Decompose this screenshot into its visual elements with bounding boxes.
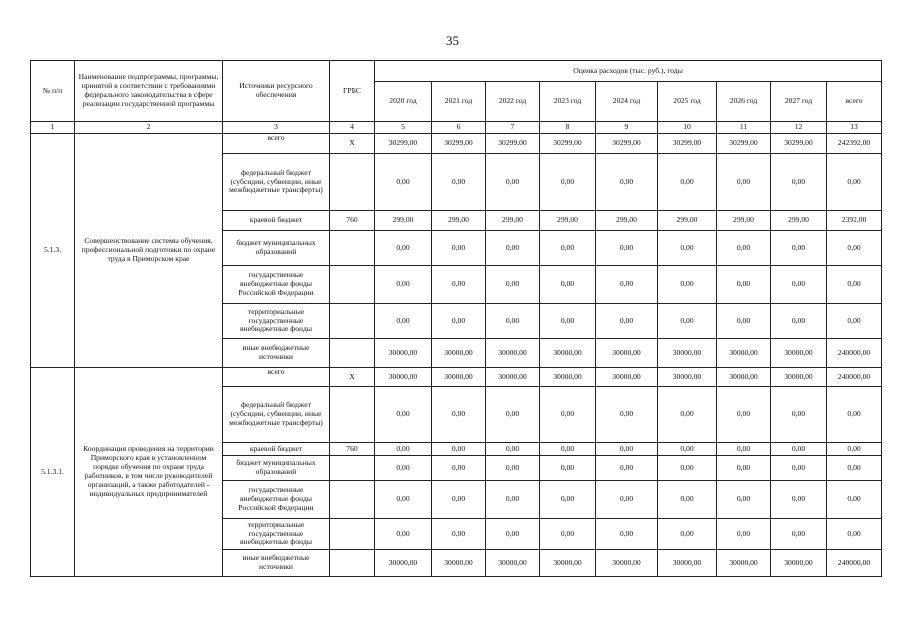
funding-source: краевой бюджет xyxy=(223,443,330,456)
grbs-code xyxy=(330,481,375,519)
amount-cell: 299,00 xyxy=(658,211,717,231)
column-number: 1 xyxy=(31,122,75,134)
amount-cell: 0,00 xyxy=(486,519,540,550)
table-row xyxy=(31,134,882,154)
total-cell: 0,00 xyxy=(827,481,882,519)
amount-cell: 0,00 xyxy=(658,387,717,443)
item-code: 5.1.3.1. xyxy=(31,368,75,577)
funding-source: территориальные государственные внебюджетные фонды xyxy=(223,304,330,339)
grbs-code xyxy=(330,231,375,266)
amount-cell: 0,00 xyxy=(596,443,658,456)
amount-cell: 0,00 xyxy=(658,266,717,304)
funding-source: всего xyxy=(223,134,330,154)
funding-source: иные внебюджетные источники xyxy=(223,550,330,577)
header-year: 2024 год xyxy=(596,82,658,122)
amount-cell: 30000,00 xyxy=(771,368,827,387)
amount-cell: 0,00 xyxy=(596,519,658,550)
amount-cell: 0,00 xyxy=(596,456,658,481)
amount-cell: 0,00 xyxy=(771,443,827,456)
amount-cell: 30000,00 xyxy=(596,368,658,387)
amount-cell: 30000,00 xyxy=(658,550,717,577)
funding-source: краевой бюджет xyxy=(223,211,330,231)
item-name: Координация проведения на территории Приморского края в установленном порядке обучения по охране труда работников, в том числе руководителей организаций, а также работодателей - индивидуальных предпринимателей xyxy=(75,368,223,577)
amount-cell: 30000,00 xyxy=(540,368,596,387)
total-cell: 0,00 xyxy=(827,304,882,339)
total-cell: 0,00 xyxy=(827,519,882,550)
amount-cell: 299,00 xyxy=(771,211,827,231)
amount-cell: 30000,00 xyxy=(432,339,486,368)
budget-body xyxy=(31,134,882,577)
amount-cell: 0,00 xyxy=(717,387,771,443)
amount-cell: 299,00 xyxy=(486,211,540,231)
amount-cell: 0,00 xyxy=(596,231,658,266)
amount-cell: 0,00 xyxy=(717,231,771,266)
total-cell: 240000,00 xyxy=(827,339,882,368)
funding-source: всего xyxy=(223,368,330,387)
amount-cell: 0,00 xyxy=(771,304,827,339)
amount-cell: 0,00 xyxy=(540,154,596,211)
amount-cell: 0,00 xyxy=(540,304,596,339)
amount-cell: 30000,00 xyxy=(432,550,486,577)
amount-cell: 299,00 xyxy=(596,211,658,231)
amount-cell: 0,00 xyxy=(432,519,486,550)
amount-cell: 0,00 xyxy=(717,519,771,550)
amount-cell: 30000,00 xyxy=(540,339,596,368)
header-total: всего xyxy=(827,82,882,122)
amount-cell: 0,00 xyxy=(375,154,432,211)
amount-cell: 0,00 xyxy=(717,154,771,211)
amount-cell: 0,00 xyxy=(658,231,717,266)
header-no: № п/п xyxy=(31,61,75,122)
amount-cell: 0,00 xyxy=(375,231,432,266)
amount-cell: 0,00 xyxy=(596,304,658,339)
amount-cell: 0,00 xyxy=(486,266,540,304)
grbs-code: X xyxy=(330,368,375,387)
total-cell: 0,00 xyxy=(827,443,882,456)
grbs-code xyxy=(330,387,375,443)
amount-cell: 0,00 xyxy=(717,266,771,304)
amount-cell: 30000,00 xyxy=(771,339,827,368)
total-cell: 0,00 xyxy=(827,154,882,211)
total-cell: 0,00 xyxy=(827,266,882,304)
amount-cell: 30000,00 xyxy=(486,368,540,387)
amount-cell: 0,00 xyxy=(771,519,827,550)
total-cell: 2392,00 xyxy=(827,211,882,231)
header-name: Наименование подпрограммы, программы, принятой в соответствии с требованиями федерального законодательства в сфере реализации государственной программы xyxy=(75,61,223,122)
amount-cell: 30000,00 xyxy=(596,339,658,368)
amount-cell: 299,00 xyxy=(540,211,596,231)
funding-source: бюджет муниципальных образований xyxy=(223,231,330,266)
item-code: 5.1.3. xyxy=(31,134,75,368)
header-year: 2020 год xyxy=(375,82,432,122)
header-year: 2023 год xyxy=(540,82,596,122)
amount-cell: 299,00 xyxy=(717,211,771,231)
amount-cell: 0,00 xyxy=(596,387,658,443)
amount-cell: 0,00 xyxy=(540,231,596,266)
amount-cell: 0,00 xyxy=(658,443,717,456)
total-cell: 240000,00 xyxy=(827,550,882,577)
funding-source: иные внебюджетные источники xyxy=(223,339,330,368)
amount-cell: 0,00 xyxy=(375,387,432,443)
amount-cell: 30299,00 xyxy=(658,134,717,154)
amount-cell: 0,00 xyxy=(486,304,540,339)
amount-cell: 0,00 xyxy=(717,456,771,481)
header-year: 2021 год xyxy=(432,82,486,122)
amount-cell: 299,00 xyxy=(375,211,432,231)
amount-cell: 299,00 xyxy=(432,211,486,231)
column-number: 11 xyxy=(717,122,771,134)
amount-cell: 0,00 xyxy=(432,304,486,339)
amount-cell: 30000,00 xyxy=(540,550,596,577)
header-year: 2027 год xyxy=(771,82,827,122)
amount-cell: 0,00 xyxy=(375,456,432,481)
amount-cell: 30000,00 xyxy=(717,339,771,368)
page-number: 35 xyxy=(446,33,459,48)
grbs-code xyxy=(330,304,375,339)
amount-cell: 30299,00 xyxy=(596,134,658,154)
grbs-code xyxy=(330,154,375,211)
amount-cell: 0,00 xyxy=(540,519,596,550)
column-number: 10 xyxy=(658,122,717,134)
amount-cell: 0,00 xyxy=(432,231,486,266)
funding-source: бюджет муниципальных образований xyxy=(223,456,330,481)
table-row xyxy=(31,368,882,387)
amount-cell: 0,00 xyxy=(486,154,540,211)
amount-cell: 0,00 xyxy=(540,443,596,456)
amount-cell: 0,00 xyxy=(375,304,432,339)
amount-cell: 0,00 xyxy=(771,266,827,304)
funding-source: федеральный бюджет (субсидии, субвенции, иные межбюджетные трансферты) xyxy=(223,387,330,443)
amount-cell: 0,00 xyxy=(596,481,658,519)
funding-source: территориальные государственные внебюджетные фонды xyxy=(223,519,330,550)
amount-cell: 0,00 xyxy=(658,456,717,481)
amount-cell: 0,00 xyxy=(432,443,486,456)
total-cell: 0,00 xyxy=(827,456,882,481)
column-number: 9 xyxy=(596,122,658,134)
amount-cell: 0,00 xyxy=(540,481,596,519)
column-number: 5 xyxy=(375,122,432,134)
grbs-code xyxy=(330,519,375,550)
amount-cell: 30000,00 xyxy=(375,550,432,577)
amount-cell: 30299,00 xyxy=(540,134,596,154)
amount-cell: 0,00 xyxy=(717,443,771,456)
amount-cell: 0,00 xyxy=(486,231,540,266)
amount-cell: 0,00 xyxy=(486,456,540,481)
amount-cell: 0,00 xyxy=(486,443,540,456)
amount-cell: 0,00 xyxy=(596,266,658,304)
funding-source: государственные внебюджетные фонды Российской Федерации xyxy=(223,266,330,304)
grbs-code xyxy=(330,550,375,577)
amount-cell: 30299,00 xyxy=(486,134,540,154)
column-number: 6 xyxy=(432,122,486,134)
amount-cell: 30000,00 xyxy=(375,368,432,387)
column-number: 12 xyxy=(771,122,827,134)
amount-cell: 30000,00 xyxy=(596,550,658,577)
amount-cell: 30000,00 xyxy=(717,550,771,577)
amount-cell: 0,00 xyxy=(771,481,827,519)
amount-cell: 0,00 xyxy=(771,387,827,443)
header-grbs: ГРБС xyxy=(330,61,375,122)
amount-cell: 0,00 xyxy=(540,456,596,481)
header-year: 2026 год xyxy=(717,82,771,122)
amount-cell: 0,00 xyxy=(486,481,540,519)
amount-cell: 30000,00 xyxy=(658,339,717,368)
amount-cell: 0,00 xyxy=(432,387,486,443)
amount-cell: 0,00 xyxy=(771,231,827,266)
amount-cell: 0,00 xyxy=(432,266,486,304)
amount-cell: 30299,00 xyxy=(432,134,486,154)
total-cell: 240000,00 xyxy=(827,368,882,387)
funding-source: федеральный бюджет (субсидии, субвенции, иные межбюджетные трансферты) xyxy=(223,154,330,211)
column-number: 4 xyxy=(330,122,375,134)
amount-cell: 0,00 xyxy=(658,519,717,550)
amount-cell: 30000,00 xyxy=(432,368,486,387)
amount-cell: 0,00 xyxy=(658,481,717,519)
grbs-code xyxy=(330,456,375,481)
header-estimate: Оценка расходов (тыс. руб.), годы xyxy=(375,61,882,82)
total-cell: 242392,00 xyxy=(827,134,882,154)
amount-cell: 0,00 xyxy=(717,304,771,339)
amount-cell: 0,00 xyxy=(432,456,486,481)
total-cell: 0,00 xyxy=(827,387,882,443)
amount-cell: 30000,00 xyxy=(717,368,771,387)
item-name: Совершенствование системы обучения, профессиональной подготовки по охране труда в Приморском крае xyxy=(75,134,223,368)
amount-cell: 0,00 xyxy=(375,266,432,304)
funding-source: государственные внебюджетные фонды Российской Федерации xyxy=(223,481,330,519)
amount-cell: 30000,00 xyxy=(486,339,540,368)
amount-cell: 0,00 xyxy=(486,387,540,443)
amount-cell: 0,00 xyxy=(717,481,771,519)
amount-cell: 30000,00 xyxy=(658,368,717,387)
column-number: 2 xyxy=(75,122,223,134)
amount-cell: 0,00 xyxy=(375,443,432,456)
amount-cell: 0,00 xyxy=(375,519,432,550)
column-number: 8 xyxy=(540,122,596,134)
column-number: 7 xyxy=(486,122,540,134)
header-sources: Источники ресурсного обеспечения xyxy=(223,61,330,122)
amount-cell: 30299,00 xyxy=(375,134,432,154)
grbs-code: 760 xyxy=(330,211,375,231)
amount-cell: 0,00 xyxy=(596,154,658,211)
header-year: 2025 год xyxy=(658,82,717,122)
amount-cell: 0,00 xyxy=(375,481,432,519)
amount-cell: 0,00 xyxy=(771,154,827,211)
amount-cell: 0,00 xyxy=(658,304,717,339)
amount-cell: 0,00 xyxy=(540,387,596,443)
amount-cell: 0,00 xyxy=(771,456,827,481)
amount-cell: 30299,00 xyxy=(771,134,827,154)
grbs-code: 760 xyxy=(330,443,375,456)
amount-cell: 30000,00 xyxy=(375,339,432,368)
budget-table xyxy=(30,60,882,577)
amount-cell: 0,00 xyxy=(432,154,486,211)
amount-cell: 0,00 xyxy=(432,481,486,519)
amount-cell: 30299,00 xyxy=(717,134,771,154)
grbs-code xyxy=(330,266,375,304)
amount-cell: 30000,00 xyxy=(771,550,827,577)
column-number: 3 xyxy=(223,122,330,134)
amount-cell: 0,00 xyxy=(540,266,596,304)
column-number: 13 xyxy=(827,122,882,134)
total-cell: 0,00 xyxy=(827,231,882,266)
amount-cell: 30000,00 xyxy=(486,550,540,577)
header-year: 2022 год xyxy=(486,82,540,122)
amount-cell: 0,00 xyxy=(658,154,717,211)
grbs-code xyxy=(330,339,375,368)
grbs-code: X xyxy=(330,134,375,154)
